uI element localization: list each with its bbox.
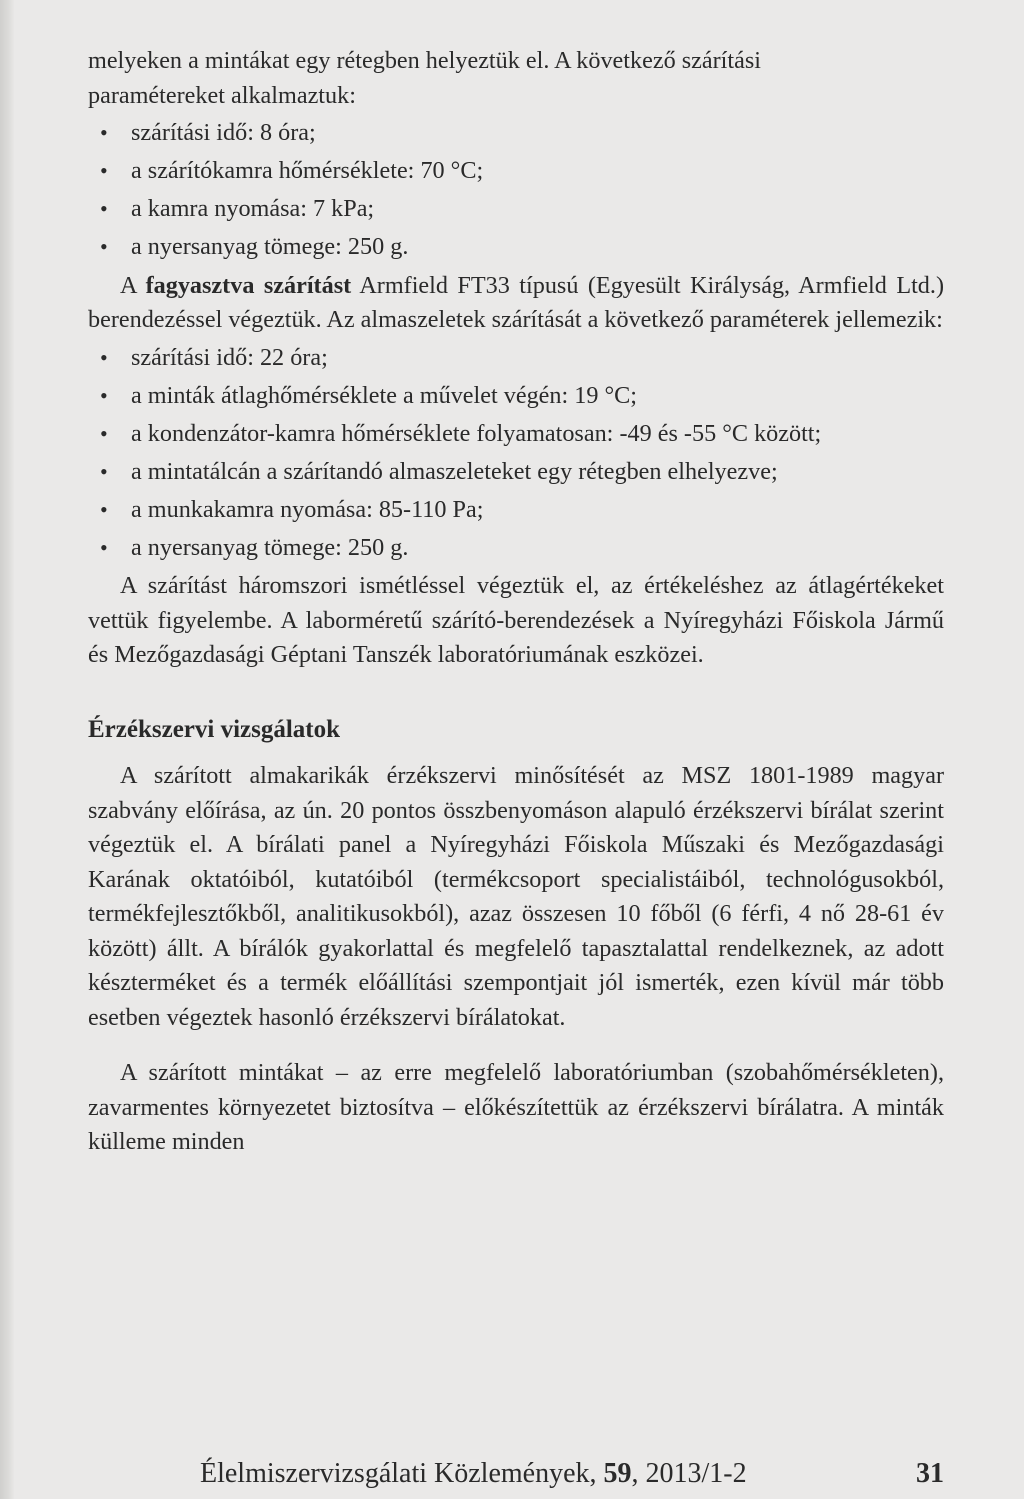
bullet-icon: •	[100, 234, 108, 259]
page-body	[88, 44, 944, 1163]
list-item: • a kamra nyomása: 7 kPa;	[88, 192, 944, 227]
page-number: 31	[916, 1458, 944, 1489]
bullet-icon: •	[100, 196, 108, 221]
preparation-paragraph: A szárított mintákat – az erre megfelelő laboratóriumban (szobahőmérsékleten), zavarmentes környezetet biztosítva – előkészítettük az érzékszervi bírálatra. A minták külleme minden	[88, 1059, 944, 1155]
sensory-paragraph: A szárított almakarikák érzékszervi minősítését az MSZ 1801-1989 magyar szabvány előírása, az ún. 20 pontos összbenyomáson alapuló érzékszervi bírálat szerint végeztük el. A bírálati panel a Nyíregyházi Főiskola Műszaki és Mezőgazdasági Karának oktatóiból, kutatóiból (termékcsoport specialistáiból, technológusokból, termékfejlesztőkből, analitikusokból), azaz összesen 10 főből (6 férfi, 4 nő 28-61 év között) állt. A bírálók gyakorlattal és megfelelő tapasztalattal rendelkeznek, az adott készterméket és a termék előállítási szempontjait jól ismerték, ezen kívül már több esetben végeztek hasonló érzékszervi bírálatokat.	[88, 762, 944, 1031]
list-item: • a minták átlaghőmérséklete a művelet végén: 19 °C;	[88, 379, 944, 414]
section-heading: Érzékszervi vizsgálatok	[88, 715, 341, 743]
list-item: • szárítási idő: 22 óra;	[88, 341, 944, 376]
intro-line-2: paramétereket alkalmaztuk:	[88, 81, 356, 109]
bullet-icon: •	[100, 158, 108, 183]
list-item: • szárítási idő: 8 óra;	[88, 116, 944, 151]
convective-drying-params-list	[88, 116, 944, 265]
list-item: • a mintatálcán a szárítandó almaszeleteket egy rétegben elhelyezve;	[88, 455, 944, 490]
journal-citation: Élelmiszervizsgálati Közlemények, 59, 2013/1-2	[200, 1458, 747, 1489]
freeze-drying-params-list	[88, 341, 944, 566]
list-item: • a kondenzátor-kamra hőmérséklete folyamatosan: -49 és -55 °C között;	[88, 417, 944, 452]
list-item: • a munkakamra nyomása: 85-110 Pa;	[88, 493, 944, 528]
list-item: • a nyersanyag tömege: 250 g.	[88, 531, 944, 566]
bullet-icon: •	[100, 120, 108, 145]
repeat-paragraph: A szárítást háromszori ismétléssel végeztük el, az értékeléshez az átlagértékeket vettük figyelembe. A laborméretű szárító-berendezések a Nyíregyházi Főiskola Jármű és Mezőgazdasági Géptani Tanszék laboratóriumának eszközei.	[88, 572, 944, 668]
bullet-icon: •	[100, 382, 108, 408]
bullet-icon: •	[100, 344, 108, 370]
intro-paragraph	[88, 44, 944, 113]
list-item: • a szárítókamra hőmérséklete: 70 °C;	[88, 154, 944, 189]
freeze-drying-paragraph: A fagyasztva szárítást Armfield FT33 típusú (Egyesült Királyság, Armfield Ltd.) berendezéssel végeztük. Az almaszeletek szárítását a következő paraméterek jellemezik:	[88, 271, 945, 333]
bullet-icon: •	[100, 458, 108, 484]
freeze-drying-term: fagyasztva szárítást	[145, 271, 352, 299]
paragraph-gap	[88, 1038, 944, 1056]
journal-volume: 59	[603, 1458, 632, 1489]
page-spine-edge	[0, 0, 14, 1499]
bullet-icon: •	[100, 420, 108, 446]
intro-line-1: melyeken a mintákat egy rétegben helyeztük el. A következő szárítási	[88, 47, 761, 74]
bullet-icon: •	[100, 534, 108, 560]
bullet-icon: •	[100, 496, 108, 522]
list-item: • a nyersanyag tömege: 250 g.	[88, 230, 944, 265]
